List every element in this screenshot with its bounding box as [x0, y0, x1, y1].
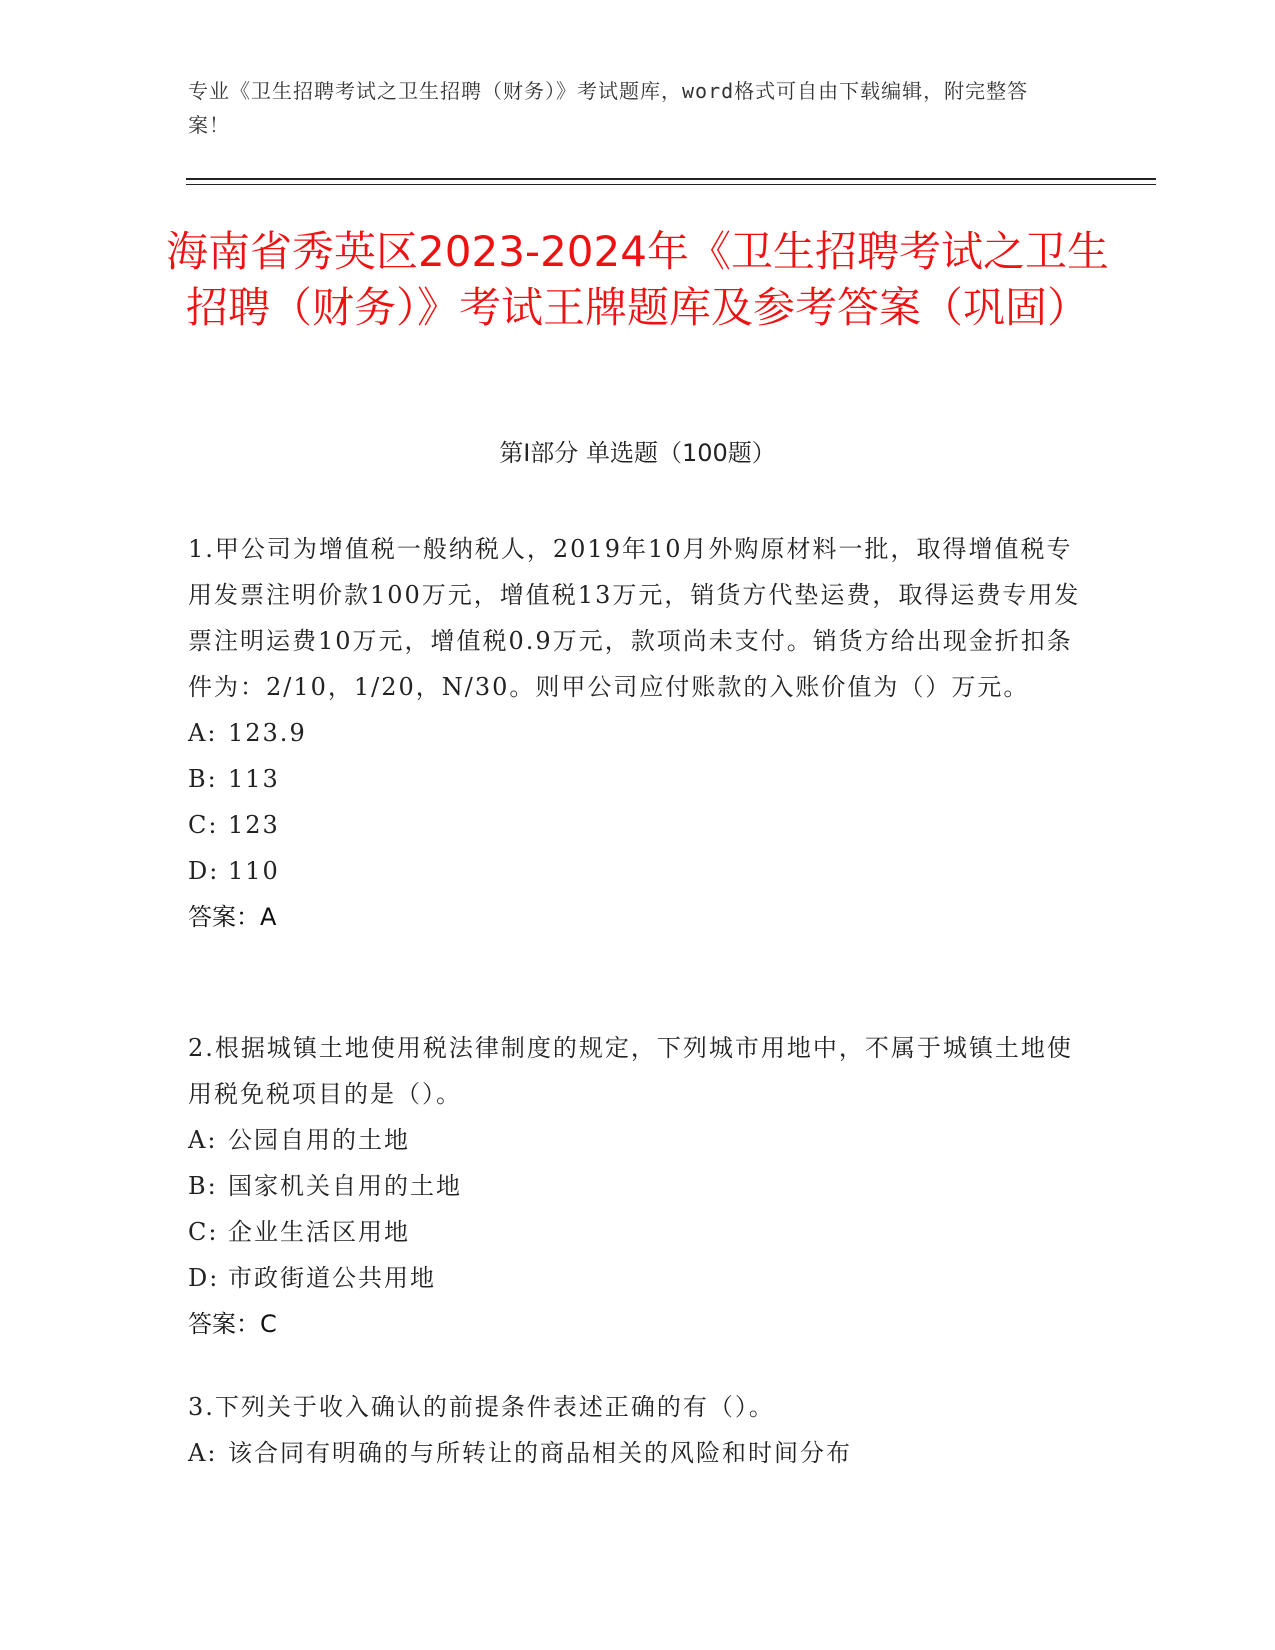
option-key: A: [188, 719, 218, 747]
header-note: 专业《卫生招聘考试之卫生招聘（财务）》考试题库，word格式可自由下载编辑，附完整答案！ [188, 79, 1029, 137]
option-text: 市政街道公共用地 [228, 1264, 436, 1292]
question-3 [188, 1384, 1088, 1476]
header-divider-thick [186, 178, 1156, 180]
option-d [188, 1255, 1088, 1301]
option-key: C: [188, 811, 219, 839]
option-c [188, 802, 1088, 848]
answer-line: 答案：A [188, 903, 277, 931]
option-key: B: [188, 1172, 218, 1200]
option-text: 110 [228, 857, 280, 885]
option-key: D: [188, 857, 220, 885]
option-c [188, 1209, 1088, 1255]
option-key: A: [188, 1439, 218, 1467]
option-text: 公园自用的土地 [228, 1126, 410, 1154]
option-text: 国家机关自用的土地 [228, 1172, 462, 1200]
question-2 [188, 1025, 1088, 1347]
section-heading: 第Ⅰ部分 单选题（100题） [499, 439, 776, 467]
question-stem: 2.根据城镇土地使用税法律制度的规定，下列城市用地中，不属于城镇土地使用税免税项目的是（）。 [188, 1034, 1073, 1108]
question-stem: 3.下列关于收入确认的前提条件表述正确的有（）。 [188, 1393, 775, 1421]
option-b [188, 1163, 1088, 1209]
option-key: B: [188, 765, 218, 793]
option-text: 企业生活区用地 [228, 1218, 410, 1246]
option-text: 123 [228, 811, 280, 839]
option-b [188, 756, 1088, 802]
answer-line: 答案：C [188, 1310, 277, 1338]
option-a [188, 1117, 1088, 1163]
option-key: D: [188, 1264, 220, 1292]
option-d [188, 848, 1088, 894]
option-text: 123.9 [228, 719, 307, 747]
option-key: A: [188, 1126, 218, 1154]
question-1 [188, 526, 1088, 940]
option-key: C: [188, 1218, 219, 1246]
option-a [188, 1430, 1088, 1476]
option-text: 113 [228, 765, 280, 793]
document-title: 海南省秀英区2023-2024年《卫生招聘考试之卫生招聘（财务）》考试王牌题库及参考答案（巩固） [166, 227, 1109, 332]
header-divider-thin [186, 184, 1156, 185]
option-text: 该合同有明确的与所转让的商品相关的风险和时间分布 [228, 1439, 852, 1467]
question-stem: 1.甲公司为增值税一般纳税人，2019年10月外购原材料一批，取得增值税专用发票注明价款100万元，增值税13万元，销货方代垫运费，取得运费专用发票注明运费10万元，增值税0.9万元，款项尚未支付。销货方给出现金折扣条件为：2/10，1/20，N/30。则甲公司应付账款的入账价值为（）万元。 [188, 535, 1081, 701]
option-a [188, 710, 1088, 756]
